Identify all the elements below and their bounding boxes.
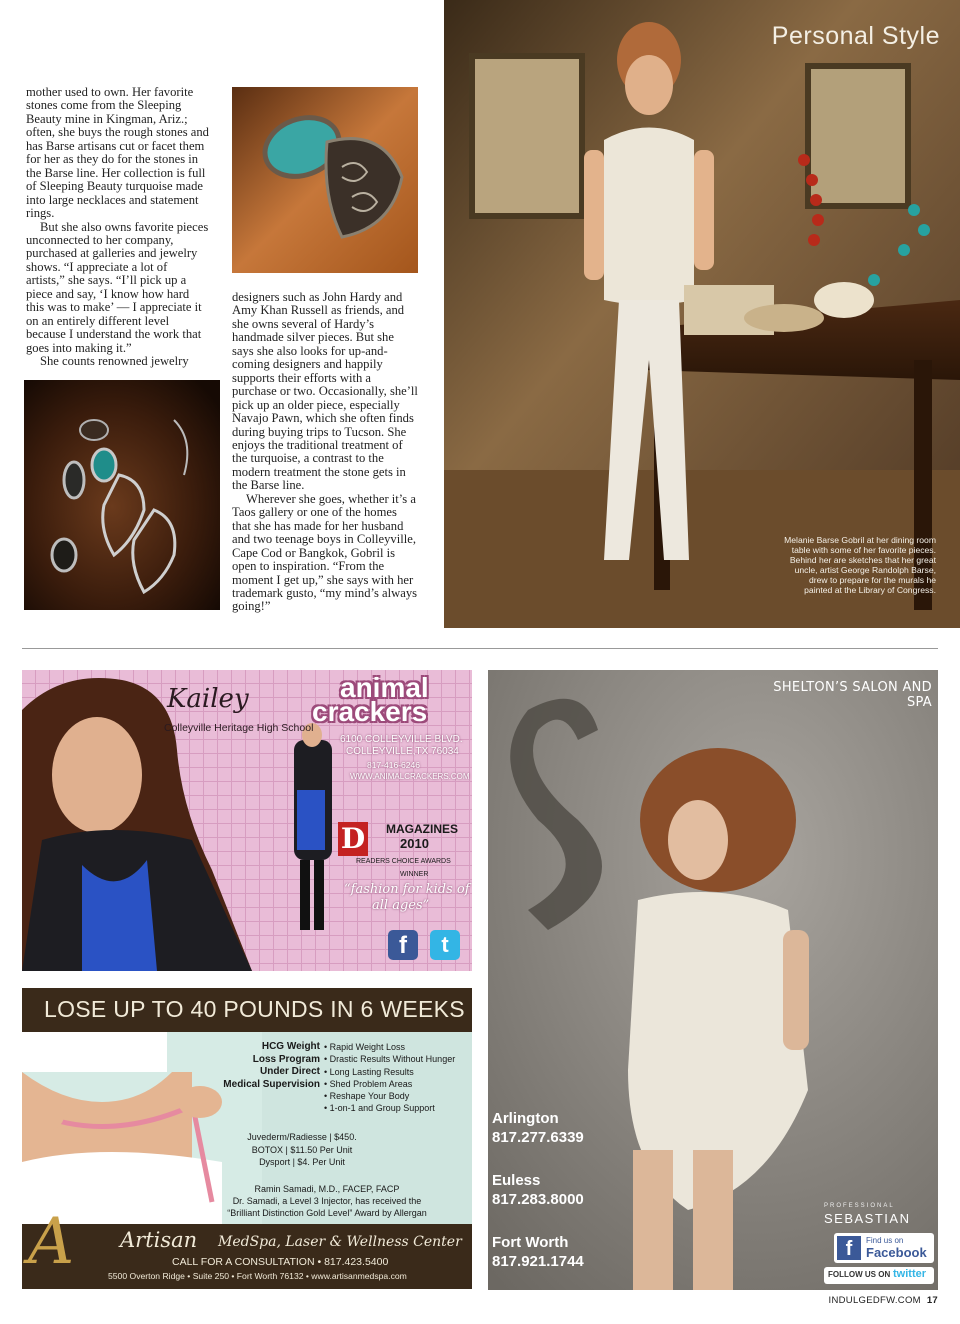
footer-site: INDULGEDFW.COM xyxy=(828,1295,921,1306)
page-number: 17 xyxy=(926,1295,938,1306)
article-paragraph: Wherever she goes, whether it’s a Taos gallery or one of the homes that she has made for her husband and two teenage boys in Colleyville, Cape Cod or Bangkok, Gobril is open to inspiration. “From the moment I get up,” she says with her trademark gusto, “my mind’s always going!” xyxy=(232,491,418,614)
store-web: WWW.ANIMALCRACKERS.COM xyxy=(350,772,470,781)
brand-animal: animal xyxy=(340,672,429,703)
location-city: Arlington xyxy=(492,1110,559,1127)
article-column-1 xyxy=(26,86,209,369)
program-line: Under Direct xyxy=(259,1066,320,1077)
portrait-photo xyxy=(444,0,960,628)
facebook-find-label: Find us on xyxy=(866,1236,904,1245)
page-footer xyxy=(800,1295,938,1306)
tagline-2: all ages” xyxy=(372,898,430,913)
artisan-brand-sub: MedSpa, Laser & Wellness Center xyxy=(218,1234,462,1250)
article-column-2 xyxy=(232,291,418,614)
benefit-item: • 1-on-1 and Group Support xyxy=(324,1103,435,1114)
program-line: HCG Weight xyxy=(261,1041,320,1052)
artisan-brand: Artisan xyxy=(120,1228,198,1252)
brand-crackers: crackers xyxy=(312,696,428,727)
location-arlington xyxy=(492,1109,584,1147)
twitter-logo: twitter xyxy=(893,1268,926,1280)
program-line: Loss Program xyxy=(252,1053,320,1065)
location-city: Euless xyxy=(492,1172,541,1189)
turquoise-ring-photo xyxy=(232,87,418,273)
article-paragraph: designers such as John Hardy and Amy Khan Russell as friends, and she owns several of Hardy’s handmade silver pieces. But she says she also looks for up-and-coming designers and happily supports their efforts with a purchase or two. Occasionally, she’ll pick up an older piece, especially Navajo Pawn, which she often finds during buying trips to Tucson. She enjoys the traditional treatment of the turquoise, a contrast to the modern treatment the stone gets in the Barse line. xyxy=(232,290,418,493)
program-line: Medical Supervision xyxy=(223,1078,320,1090)
magazine-label: MAGAZINES xyxy=(386,822,458,836)
doctor-line: “Brilliant Distinction Gold Level” Award by Allergan xyxy=(227,1208,427,1218)
twitter-icon[interactable]: t xyxy=(430,930,460,960)
store-address-2: COLLEYVILLE,TX 76034 xyxy=(346,746,459,757)
headline: LOSE UP TO 40 POUNDS IN 6 WEEKS xyxy=(44,996,465,1022)
sebastian-logo: SEBASTIAN xyxy=(824,1211,911,1226)
consultation-phone: CALL FOR A CONSULTATION • 817.423.5400 xyxy=(172,1256,389,1268)
location-euless xyxy=(492,1171,584,1209)
award-line-2: WINNER xyxy=(400,871,429,878)
price-item: Dysport | $4. Per Unit xyxy=(259,1157,345,1167)
benefit-item: • Long Lasting Results xyxy=(324,1066,414,1077)
doctor-line: Dr. Samadi, a Level 3 Injector, has received the xyxy=(232,1196,422,1206)
benefit-item: • Shed Problem Areas xyxy=(324,1078,413,1089)
section-title: Personal Style xyxy=(771,22,940,50)
price-item: Juvederm/Radiesse | $450. xyxy=(247,1132,357,1142)
tagline-1: “fashion for kids of xyxy=(344,882,470,897)
price-item: BOTOX | $11.50 Per Unit xyxy=(251,1144,353,1155)
article-paragraph: She counts renowned jewelry xyxy=(40,354,189,369)
location-city: Fort Worth xyxy=(492,1234,569,1251)
divider xyxy=(22,648,938,649)
twitter-follow-label: FOLLOW US ON xyxy=(828,1270,891,1279)
facebook-name: Facebook xyxy=(866,1245,927,1260)
salon-title: SHELTON’S SALON AND SPA xyxy=(773,680,932,710)
article-paragraph: But she also owns favorite pieces unconnected to her company, purchased at galleries and jewelry shows. “I appreciate a lot of artists,” she says. “I’ll pick up a piece and say, ‘I know how hard this was to make’ — I appreciate it on an entirely different level because I understand the work that goes into making it.” xyxy=(26,219,209,355)
award-line-1: READERS CHOICE AWARDS xyxy=(356,858,451,865)
benefit-list xyxy=(324,1041,470,1115)
sheltons-ad xyxy=(488,670,938,1290)
kailey-name: Kailey xyxy=(167,684,249,714)
magazine-year: 2010 xyxy=(400,836,429,851)
photo-caption: Melanie Barse Gobril at her dining room table with some of her favorite pieces. Behind her are sketches that her great uncle, artist George Randolph Barse, drew to prepare for the murals he painted at the Library of Congress. xyxy=(784,535,936,595)
twitter-badge[interactable] xyxy=(824,1267,934,1284)
artisan-logo-letter: A xyxy=(28,1205,75,1279)
article-paragraph: mother used to own. Her favorite stones come from the Sleeping Beauty mine in Kingman, Ariz.; often, she buys the rough stones and has Barse artisans cut or facet them for her as they do for the stones in the Barse line. Her collection is full of Sleeping Beauty turquoise made into large necklaces and statement rings. xyxy=(26,85,209,221)
professional-label: PROFESSIONAL xyxy=(824,1203,895,1209)
doctor-info xyxy=(192,1183,462,1219)
location-phone: 817.283.8000 xyxy=(492,1191,584,1208)
doctor-line: Ramin Samadi, M.D., FACEP, FACP xyxy=(254,1184,400,1194)
location-phone: 817.921.1744 xyxy=(492,1253,584,1270)
price-list xyxy=(232,1131,372,1169)
benefit-item: • Reshape Your Body xyxy=(324,1091,410,1102)
facebook-icon: f xyxy=(837,1236,861,1260)
benefit-item: • Drastic Results Without Hunger xyxy=(324,1054,456,1065)
school-name: Colleyville Heritage High School xyxy=(164,722,314,734)
facebook-badge[interactable] xyxy=(834,1233,934,1263)
earrings-photo xyxy=(24,380,220,610)
benefit-item: • Rapid Weight Loss xyxy=(324,1042,406,1052)
location-phone: 817.277.6339 xyxy=(492,1129,584,1146)
store-address-1: 6100 COLLEYVILLE BLVD. xyxy=(340,734,463,745)
artisan-address: 5500 Overton Ridge • Suite 250 • Fort Worth 76132 • www.artisanmedspa.com xyxy=(108,1271,407,1281)
animal-crackers-ad xyxy=(22,670,472,971)
location-fort-worth xyxy=(492,1233,584,1271)
program-description xyxy=(208,1041,320,1091)
store-phone: 817-416-6246 xyxy=(367,760,420,770)
artisan-medspa-ad xyxy=(22,988,472,1289)
d-magazine-logo: D xyxy=(338,822,368,856)
facebook-icon[interactable]: f xyxy=(388,930,418,960)
